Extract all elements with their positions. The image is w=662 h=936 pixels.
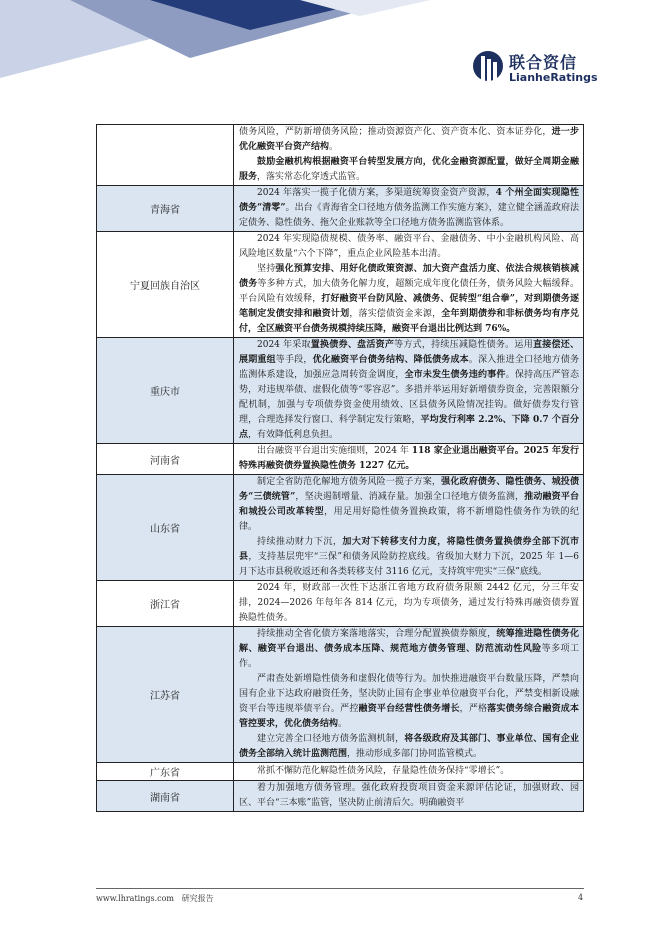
table-row — [97, 781, 584, 812]
body-text: 等多项工作。 — [239, 644, 579, 669]
emphasis-text: 平均发行利率 2.2%、下降 0.7 个百分点 — [239, 415, 579, 440]
footer-divider — [96, 888, 584, 889]
emphasis-text: 全年到期债券和非标债务均有序兑付，全区融资平台债务规模持续压降，融资平台退出比例达到 76%。 — [239, 309, 579, 334]
emphasis-text: 推动融资平台和城投公司改革转型 — [239, 492, 579, 517]
policy-paragraph — [239, 262, 579, 337]
policy-paragraph — [239, 444, 579, 474]
emphasis-text: 直接偿还、展期重组 — [239, 340, 579, 365]
body-text: 持续推动全省化债方案落地落实，合理分配置换债券额度， — [257, 629, 497, 639]
brand-name-en: LianheRatings — [509, 71, 598, 84]
table-row — [97, 232, 584, 338]
policy-paragraph — [239, 732, 579, 762]
body-text: ，落实偿债资金来源， — [349, 309, 442, 319]
emphasis-text: 4 个州全面实现隐性债务“清零” — [239, 188, 579, 213]
table-row — [97, 627, 584, 763]
policy-paragraph — [239, 535, 579, 580]
emphasis-text: 进一步优化融资平台资产结构 — [239, 127, 579, 152]
policy-cell — [234, 781, 584, 812]
emphasis-text: 融资平台经营性债务增长 — [358, 704, 460, 714]
emphasis-text: 强化政府债务、隐性债务、城投债务“三债统管” — [239, 477, 579, 502]
emphasis-text: 将各级政府及其部门、事业单位、国有企业债务全部纳入统计监测范围 — [239, 734, 579, 759]
table-row — [97, 475, 584, 581]
policy-cell — [234, 338, 584, 444]
body-text: 2024 年落实一揽子化债方案，多渠道统筹资金资产资源， — [257, 188, 496, 198]
body-text: ，支持基层兜牢“三保”和债务风险防控底线。省级加大财力下沉，2025 年 1—6 月下达市县税收返还和各类转移支付 3116 亿元，支持筑牢兜实“三保”底线。 — [239, 552, 579, 577]
emphasis-text: 置换债券、盘活资产 — [310, 340, 395, 350]
body-text: 债务风险，严防新增债务风险；推动资源资产化、资产资本化、资本证券化， — [239, 127, 552, 137]
table-row — [97, 581, 584, 627]
province-cell: 广东省 — [97, 763, 234, 781]
province-cell — [97, 125, 234, 186]
province-cell: 青海省 — [97, 186, 234, 232]
province-cell: 河南省 — [97, 444, 234, 475]
policy-paragraph — [239, 186, 579, 231]
body-text: 。 — [338, 719, 348, 729]
body-text: 。 — [329, 142, 339, 152]
policy-paragraph — [239, 672, 579, 732]
emphasis-text: 强化预算安排、用好化债政策资源、加大资产盘活力度、依法合规核销核减债务 — [239, 264, 579, 289]
body-text: ，严格 — [459, 704, 488, 714]
policy-cell — [234, 444, 584, 475]
emphasis-text: 落实债务综合融资成本管控要求，优化债务结构 — [239, 704, 579, 729]
emphasis-text: 118 家企业退出融资平台。2025 年发行特殊再融资债券置换隐性债务 1227 亿元。 — [239, 446, 579, 471]
body-text: 。深入推进全口径地方债务监测体系建设，加强应急周转资金调度， — [239, 355, 579, 380]
province-cell: 宁夏回族自治区 — [97, 232, 234, 338]
policy-paragraph — [239, 232, 579, 262]
province-cell: 重庆市 — [97, 338, 234, 444]
policy-cell — [234, 581, 584, 627]
policy-cell — [234, 186, 584, 232]
brand-logo — [472, 48, 600, 90]
policy-paragraph — [239, 155, 579, 185]
body-text: 建立完善全口径地方债务监测机制， — [257, 734, 405, 744]
policy-paragraph — [239, 581, 579, 626]
emphasis-text: 鼓励金融机构根据融资平台转型发展方向，优化金融资源配置，做好全周期金融服务 — [239, 157, 579, 182]
brand-name-cn: 联合资信 — [509, 53, 578, 72]
body-text: 2024 年采取 — [257, 340, 311, 350]
body-text: 2024 年实现隐债规模、债务率、融资平台、金融债务、中小金融机构风险、高风险地区数量“六个下降”，重点企业风险基本出清。 — [239, 234, 579, 259]
body-text: ，用足用好隐性债务置换政策，将不新增隐性债务作为铁的纪律。 — [239, 507, 579, 532]
table-row — [97, 444, 584, 475]
policy-cell — [234, 125, 584, 186]
body-text: 着力加强地方债务管理。强化政府投资项目资金来源评估论证，加强财政、园区、平台“三本账”监管，坚决防止前清后欠。明确融资平 — [239, 783, 579, 808]
policy-paragraph — [239, 627, 579, 672]
body-text: 等方式，持续压减隐性债务。运用 — [394, 340, 533, 350]
policy-paragraph — [239, 781, 579, 811]
body-text: 制定全省防范化解地方债务风险一揽子方案， — [257, 477, 442, 487]
body-text: 2024 年，财政部一次性下达浙江省地方政府债务限额 2442 亿元，分三年安排，2024—2026 年每年各 814 亿元，均为专项债务，通过发行特殊再融资债券置换隐性债务。 — [239, 583, 579, 623]
table-row — [97, 125, 584, 186]
table-row — [97, 338, 584, 444]
emphasis-text: 全市未发生债务违约事件 — [404, 370, 506, 380]
body-text: ，推动形成多部门协同监管模式。 — [347, 749, 483, 759]
body-text: ，有效降低利息负担。 — [248, 430, 339, 440]
policy-cell — [234, 232, 584, 338]
policy-cell — [234, 475, 584, 581]
emphasis-text: 加大对下转移支付力度，将隐性债务置换债券全部下沉市县 — [239, 537, 579, 562]
footer-site[interactable]: www.lhratings.com — [96, 894, 175, 903]
policy-paragraph — [239, 475, 579, 535]
body-text: 出台融资平台退出实施细则，2024 年 — [257, 446, 412, 456]
body-text: 等多种方式，加大债务化解力度，超额完成年度化债任务，债务风险大幅缓释。平台风险有效缓释， — [239, 279, 579, 304]
emphasis-text: 优化融资平台债务结构、降低债务成本 — [312, 355, 469, 365]
emphasis-text: 打好融资平台防风险、减债务、促转型“组合拳”，对到期债务逐笔制定发债安排和融资计划 — [239, 294, 579, 319]
table-row — [97, 763, 584, 781]
body-text: 。保持高压严管态势，对违规举债、虚假化债等“零容忍”。多措并举运用好新增债券资金，完善限额分配机制，加强与专项债券资金使用绩效、区县债务风险情况挂钩。做好债券发行管理，合理选择发行窗口、科学制定发行策略， — [239, 370, 579, 425]
body-text: 持续推动财力下沉， — [257, 537, 343, 547]
policy-paragraph — [239, 125, 579, 155]
policy-cell — [234, 627, 584, 763]
footer-source — [96, 893, 214, 904]
table-row — [97, 186, 584, 232]
body-text: 常抓不懈防范化解隐性债务风险，存量隐性债务保持“零增长”。 — [257, 766, 510, 776]
body-text: 严肃查处新增隐性债务和虚假化债等行为。加快推进融资平台数量压降，严禁向国有企业下达政府融资任务，坚决防止国有企事业单位融资平台化，严禁变相新设融资平台等违规举债平台。严控 — [239, 674, 579, 714]
policy-paragraph — [239, 338, 579, 443]
province-cell: 浙江省 — [97, 581, 234, 627]
emphasis-text: 统筹推进隐性债务化解、融资平台退出、债务成本压降、规范地方债务管理、防范流动性风险 — [239, 629, 579, 654]
page-number: 4 — [578, 893, 584, 902]
policy-cell — [234, 763, 584, 781]
body-text: 坚持 — [257, 264, 276, 274]
body-text: 。出台《青海省全口径地方债务监测工作实施方案》，建立健全涵盖政府法定债务、隐性债务、拖欠企业账款等全口径地方债务监测监管体系。 — [239, 203, 579, 228]
footer-report-type: 研究报告 — [181, 894, 214, 903]
province-cell: 山东省 — [97, 475, 234, 581]
province-cell: 湖南省 — [97, 781, 234, 812]
province-policy-table — [96, 124, 584, 812]
province-cell: 江苏省 — [97, 627, 234, 763]
body-text: ，坚决遏制增量、消减存量。加强全口径地方债务监测， — [295, 492, 525, 502]
body-text: 等手段， — [275, 355, 313, 365]
lianhe-logo-icon — [472, 48, 504, 88]
body-text: ，落实常态化穿透式监管。 — [257, 172, 366, 182]
policy-paragraph — [239, 764, 579, 779]
